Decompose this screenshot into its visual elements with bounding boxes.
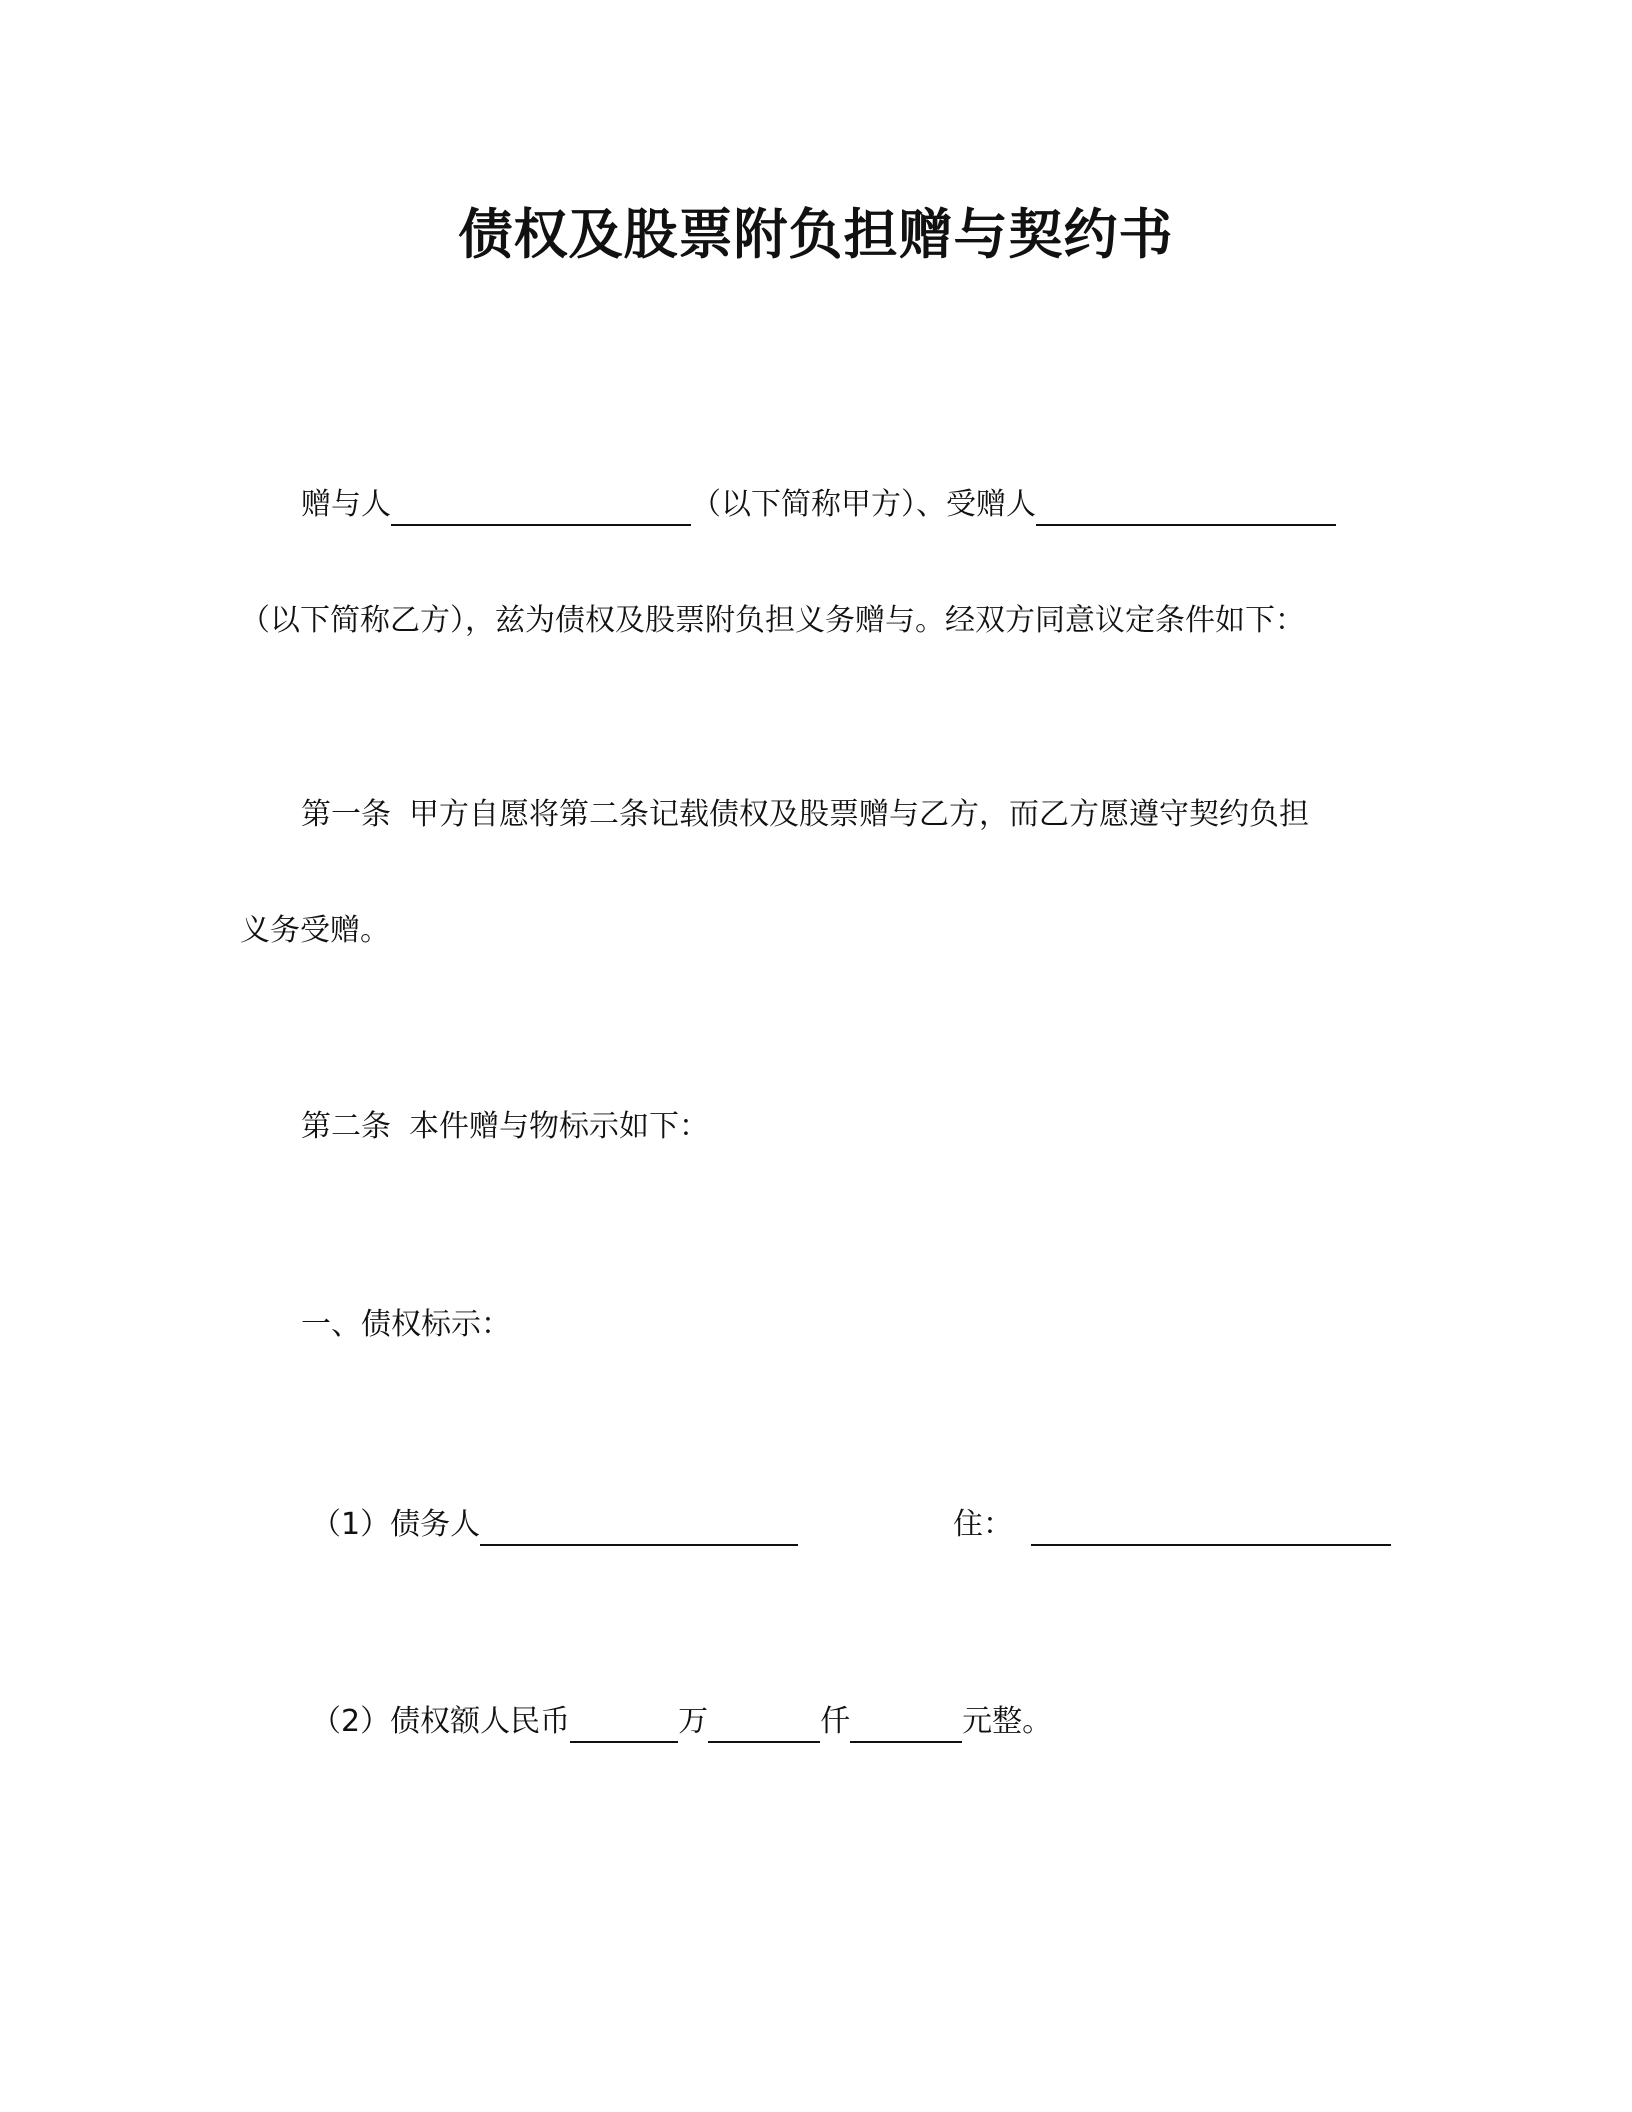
address-label: 住： [953,1507,1013,1542]
yuan-unit: 元整。 [962,1704,1053,1739]
article-1-text: 甲方自愿将第二条记载债权及股票赠与乙方，而乙方愿遵守契约负担 [409,797,1309,832]
article-2-text: 本件赠与物标示如下： [409,1109,709,1144]
qian-blank[interactable] [708,1705,820,1743]
donor-blank[interactable] [391,488,691,526]
wan-blank[interactable] [570,1705,678,1743]
intro-line-2: （以下简称乙方），兹为债权及股票附负担义务赠与。经双方同意议定条件如下： [240,603,1305,638]
item-2-line [311,1697,1052,1747]
donee-blank[interactable] [1036,488,1336,526]
document-title: 债权及股票附负担赠与契约书 [458,203,1174,266]
article-1-heading: 第一条 [301,797,391,832]
address-blank[interactable] [1031,1508,1391,1546]
article-1-line-2: 义务受赠。 [240,913,390,948]
debtor-blank[interactable] [480,1508,798,1546]
abbr-a-text: （以下简称甲方）、受赠人 [691,487,1036,522]
wan-unit: 万 [678,1704,709,1739]
article-1-line-1 [301,790,1309,840]
qian-unit: 仟 [820,1704,851,1739]
article-2-heading: 第二条 [301,1109,391,1144]
donor-label: 赠与人 [301,487,391,522]
item-1-address [953,1500,1391,1550]
item-2-label: （2）债权额人民币 [311,1704,571,1739]
intro-line-1 [301,480,1336,530]
article-2-line [301,1102,709,1152]
section-1-heading: 一、债权标示： [301,1307,511,1342]
item-1-label: （1）债务人 [311,1507,481,1542]
item-1-line [311,1500,798,1550]
yuan-blank[interactable] [850,1705,962,1743]
